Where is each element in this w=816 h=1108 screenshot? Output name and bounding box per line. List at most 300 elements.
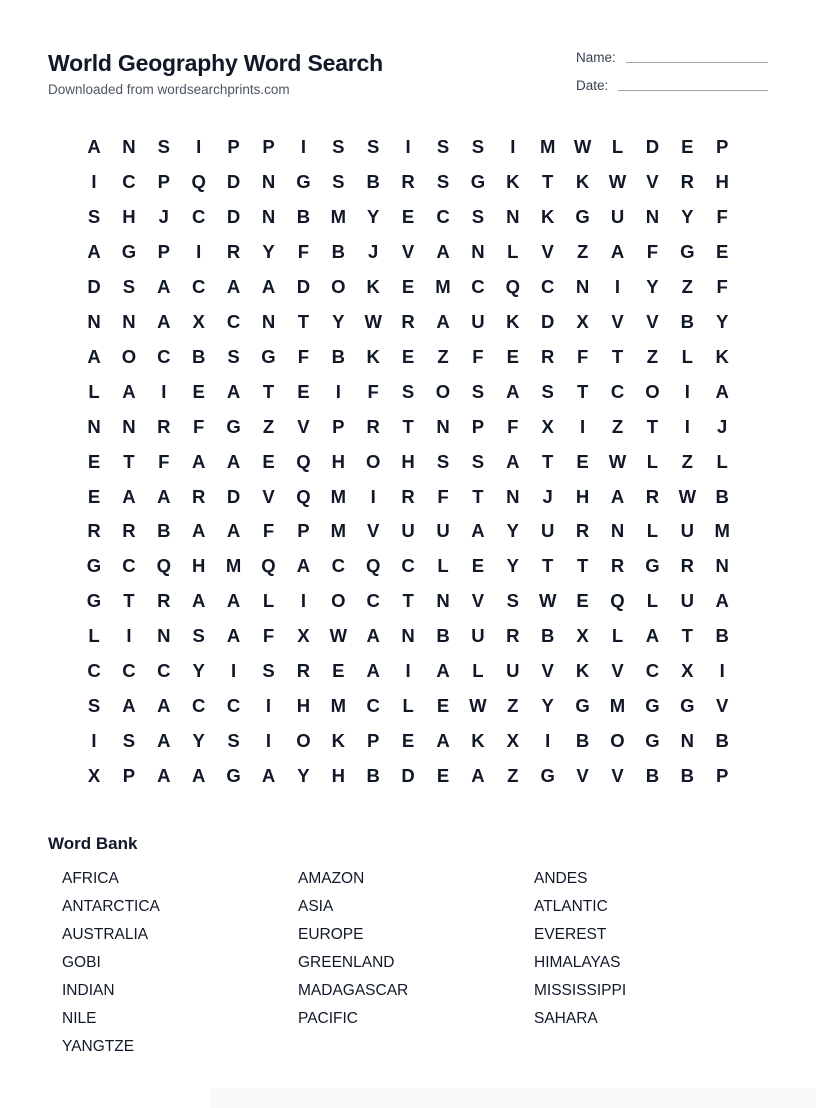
grid-letter: M xyxy=(435,275,451,297)
grid-letter: F xyxy=(193,415,205,437)
grid-letter: R xyxy=(401,170,415,192)
grid-letter: N xyxy=(87,415,101,437)
grid-letter: A xyxy=(157,765,171,787)
grid-letter: A xyxy=(471,520,485,542)
grid-letter: G xyxy=(575,205,590,227)
grid-letter: G xyxy=(645,730,660,752)
grid-letter: Q xyxy=(610,590,625,612)
word-bank-item: ASIA xyxy=(298,898,334,915)
grid-letter: C xyxy=(541,275,555,297)
grid-letter: S xyxy=(332,170,345,192)
grid-letter: V xyxy=(541,240,554,262)
grid-letter: A xyxy=(436,240,450,262)
word-bank-title: Word Bank xyxy=(48,834,138,853)
grid-letter: A xyxy=(436,310,450,332)
grid-letter: D xyxy=(401,765,415,787)
grid-letter: S xyxy=(122,275,136,297)
grid-letter: E xyxy=(332,660,345,682)
grid-letter: T xyxy=(576,555,589,577)
grid-letter: P xyxy=(262,136,275,157)
page-title: World Geography Word Search xyxy=(48,50,383,76)
grid-letter: Z xyxy=(646,345,659,367)
grid-letter: F xyxy=(576,345,589,367)
grid-letter: D xyxy=(87,275,101,297)
grid-letter: E xyxy=(681,136,694,157)
grid-letter: I xyxy=(580,415,586,437)
grid-letter: S xyxy=(367,136,380,157)
grid-letter: I xyxy=(231,660,237,682)
grid-letter: Y xyxy=(367,205,380,227)
grid-letter: I xyxy=(265,730,272,752)
grid-letter: O xyxy=(331,590,346,612)
grid-letter: P xyxy=(367,730,380,752)
grid-letter: Y xyxy=(192,730,205,752)
grid-letter: S xyxy=(471,380,485,402)
word-bank-item: EUROPE xyxy=(298,926,364,943)
grid-letter: T xyxy=(542,450,554,472)
grid-letter: Y xyxy=(332,310,345,332)
grid-letter: I xyxy=(545,730,551,752)
grid-letter: U xyxy=(610,205,625,227)
grid-letter: P xyxy=(471,415,485,437)
date-label: Date: xyxy=(576,78,609,93)
grid-letter: P xyxy=(157,170,170,192)
grid-letter: S xyxy=(401,380,415,402)
grid-letter: W xyxy=(573,136,592,157)
grid-letter: L xyxy=(88,625,100,647)
grid-letter: G xyxy=(121,240,137,262)
grid-letter: T xyxy=(472,485,484,507)
grid-letter: R xyxy=(610,555,625,577)
name-line xyxy=(626,62,768,63)
grid-letter: O xyxy=(610,730,625,752)
grid-letter: G xyxy=(540,765,555,787)
grid-letter: Z xyxy=(576,240,589,262)
grid-letter: E xyxy=(297,380,310,402)
grid-letter: A xyxy=(157,730,171,752)
grid-letter: I xyxy=(405,136,411,157)
word-bank-item: ANTARCTICA xyxy=(62,898,160,915)
word-bank-item: INDIAN xyxy=(62,982,115,999)
grid-letter: V xyxy=(262,485,275,507)
grid-letter: Q xyxy=(365,555,381,577)
grid-letter: B xyxy=(331,240,345,262)
grid-letter: R xyxy=(296,660,311,682)
grid-letter: F xyxy=(716,205,728,227)
grid-letter: K xyxy=(506,310,520,332)
grid-letter: W xyxy=(608,170,627,192)
grid-letter: Y xyxy=(541,695,554,717)
grid-letter: H xyxy=(331,765,345,787)
grid-letter: C xyxy=(122,660,136,682)
grid-letter: A xyxy=(192,450,206,472)
grid-letter: C xyxy=(122,170,136,192)
grid-letter: L xyxy=(402,695,414,717)
grid-letter: W xyxy=(364,310,382,332)
grid-letter: G xyxy=(86,590,102,612)
grid-letter: Y xyxy=(716,310,729,332)
word-bank-item: EVEREST xyxy=(534,926,607,943)
grid-letter: A xyxy=(715,380,729,402)
grid-letter: A xyxy=(226,450,241,472)
grid-letter: V xyxy=(471,590,485,612)
grid-letter: U xyxy=(471,625,485,647)
grid-letter: P xyxy=(227,136,240,157)
grid-letter: E xyxy=(262,450,275,472)
grid-letter: Z xyxy=(681,450,693,472)
grid-letter: C xyxy=(157,345,171,367)
grid-letter: Y xyxy=(506,520,519,542)
grid-letter: C xyxy=(331,555,345,577)
grid-letter: Q xyxy=(505,275,520,297)
grid-letter: Q xyxy=(296,450,311,472)
grid-letter: B xyxy=(296,205,311,227)
grid-letter: C xyxy=(401,555,415,577)
grid-letter: V xyxy=(401,240,415,262)
grid-letter: S xyxy=(471,450,485,472)
grid-letter: L xyxy=(716,450,728,472)
grid-letter: A xyxy=(87,345,101,367)
grid-letter: I xyxy=(196,136,202,157)
grid-letter: Y xyxy=(506,555,519,577)
grid-letter: R xyxy=(575,520,590,542)
grid-letter: T xyxy=(297,310,310,332)
grid-letter: H xyxy=(401,450,415,472)
grid-letter: A xyxy=(192,590,206,612)
grid-letter: A xyxy=(192,520,206,542)
grid-letter: A xyxy=(366,625,380,647)
grid-letter: F xyxy=(507,415,519,437)
grid-letter: D xyxy=(296,275,311,297)
name-label: Name: xyxy=(576,50,616,65)
grid-letter: G xyxy=(86,555,102,577)
grid-letter: T xyxy=(542,555,554,577)
grid-letter: B xyxy=(715,730,729,752)
word-bank-item: MISSISSIPPI xyxy=(534,982,627,999)
grid-letter: M xyxy=(330,695,346,717)
grid-letter: F xyxy=(158,450,170,472)
grid-letter: B xyxy=(436,625,450,647)
grid-letter: W xyxy=(329,625,348,647)
grid-letter: R xyxy=(366,415,380,437)
grid-letter: X xyxy=(541,415,554,437)
grid-letter: S xyxy=(471,205,485,227)
grid-letter: A xyxy=(226,520,241,542)
grid-letter: Y xyxy=(646,275,659,297)
grid-letter: C xyxy=(87,660,101,682)
grid-letter: Z xyxy=(262,415,275,437)
grid-letter: G xyxy=(645,695,660,717)
grid-letter: A xyxy=(87,240,101,262)
grid-letter: A xyxy=(610,240,625,262)
grid-letter: N xyxy=(471,240,485,262)
grid-letter: A xyxy=(122,380,136,402)
grid-letter: L xyxy=(88,380,100,402)
grid-letter: R xyxy=(157,415,171,437)
grid-letter: R xyxy=(541,345,555,367)
grid-letter: E xyxy=(192,380,205,402)
grid-letter: T xyxy=(646,415,659,437)
grid-letter: I xyxy=(614,275,621,297)
grid-letter: A xyxy=(122,695,136,717)
grid-letter: U xyxy=(436,520,450,542)
grid-letter: S xyxy=(87,205,101,227)
grid-letter: B xyxy=(366,170,380,192)
grid-letter: L xyxy=(646,520,659,542)
grid-letter: A xyxy=(610,485,625,507)
grid-letter: I xyxy=(684,415,690,437)
grid-letter: S xyxy=(227,345,240,367)
grid-letter: D xyxy=(226,170,241,192)
grid-letter: Q xyxy=(191,170,206,192)
grid-letter: L xyxy=(262,590,275,612)
grid-letter: E xyxy=(576,450,589,472)
grid-letter: S xyxy=(192,625,205,647)
grid-letter: X xyxy=(576,310,589,332)
word-bank-item: YANGTZE xyxy=(62,1038,135,1055)
grid-letter: T xyxy=(402,590,414,612)
grid-letter: A xyxy=(226,590,241,612)
grid-letter: N xyxy=(122,415,136,437)
grid-letter: Y xyxy=(681,205,694,227)
grid-letter: R xyxy=(226,240,241,262)
grid-letter: C xyxy=(610,380,625,402)
grid-letter: U xyxy=(541,520,555,542)
grid-letter: G xyxy=(261,345,276,367)
grid-letter: I xyxy=(91,730,97,752)
grid-letter: S xyxy=(122,730,136,752)
grid-letter: E xyxy=(436,695,450,717)
grid-letter: L xyxy=(611,625,624,647)
word-bank-item: SAHARA xyxy=(534,1010,598,1027)
grid-letter: X xyxy=(576,625,589,647)
grid-letter: B xyxy=(680,310,694,332)
grid-letter: I xyxy=(684,380,690,402)
grid-letter: C xyxy=(157,660,171,682)
grid-letter: W xyxy=(469,695,487,717)
grid-letter: X xyxy=(506,730,519,752)
grid-letter: X xyxy=(192,310,205,332)
grid-letter: P xyxy=(122,765,136,787)
grid-letter: H xyxy=(192,555,206,577)
grid-letter: B xyxy=(541,625,555,647)
grid-letter: R xyxy=(87,520,101,542)
grid-letter: B xyxy=(331,345,345,367)
grid-letter: A xyxy=(157,275,171,297)
grid-letter: T xyxy=(123,450,135,472)
grid-letter: H xyxy=(715,170,729,192)
word-bank-item: GOBI xyxy=(62,954,101,971)
grid-letter: U xyxy=(680,520,694,542)
grid-letter: K xyxy=(366,275,380,297)
grid-letter: J xyxy=(368,240,379,262)
grid-letter: S xyxy=(436,136,450,157)
grid-letter: I xyxy=(719,660,725,682)
grid-letter: S xyxy=(506,590,519,612)
grid-letter: N xyxy=(261,170,276,192)
grid-letter: N xyxy=(157,625,171,647)
grid-letter: N xyxy=(575,275,590,297)
grid-letter: G xyxy=(470,170,486,192)
grid-letter: N xyxy=(645,205,660,227)
grid-letter: F xyxy=(646,240,659,262)
grid-letter: X xyxy=(297,625,310,647)
grid-letter: M xyxy=(609,695,626,717)
grid-letter: F xyxy=(262,520,275,542)
grid-letter: I xyxy=(265,695,272,717)
grid-letter: H xyxy=(122,205,136,227)
grid-letter: K xyxy=(331,730,345,752)
grid-letter: L xyxy=(646,450,659,472)
grid-letter: T xyxy=(123,590,135,612)
grid-letter: P xyxy=(157,240,170,262)
grid-letter: R xyxy=(506,625,520,647)
grid-letter: S xyxy=(227,730,240,752)
grid-letter: X xyxy=(681,660,694,682)
grid-letter: A xyxy=(122,485,136,507)
grid-letter: Z xyxy=(507,695,519,717)
grid-letter: W xyxy=(538,590,557,612)
grid-letter: G xyxy=(680,695,695,717)
grid-letter: T xyxy=(542,170,554,192)
grid-letter: Z xyxy=(507,765,519,787)
grid-letter: C xyxy=(645,660,660,682)
grid-letter: K xyxy=(366,345,380,367)
grid-letter: D xyxy=(226,205,241,227)
grid-letter: K xyxy=(541,205,555,227)
grid-letter: I xyxy=(196,240,202,262)
grid-letter: N xyxy=(610,520,625,542)
grid-letter: B xyxy=(157,520,171,542)
grid-letter: P xyxy=(716,765,729,787)
grid-letter: N xyxy=(87,310,101,332)
source-subtitle: Downloaded from wordsearchprints.com xyxy=(48,82,290,97)
grid-letter: C xyxy=(366,590,380,612)
grid-letter: L xyxy=(437,555,449,577)
grid-letter: A xyxy=(226,275,241,297)
grid-letter: D xyxy=(541,310,555,332)
grid-letter: W xyxy=(678,485,697,507)
word-bank-item: AMAZON xyxy=(298,870,365,887)
grid-letter: V xyxy=(716,695,729,717)
date-line xyxy=(618,90,768,91)
grid-letter: H xyxy=(331,450,345,472)
grid-letter: R xyxy=(645,485,660,507)
grid-letter: S xyxy=(436,450,450,472)
grid-letter: L xyxy=(646,590,659,612)
grid-letter: F xyxy=(716,275,728,297)
grid-letter: C xyxy=(226,310,241,332)
grid-letter: R xyxy=(680,555,694,577)
grid-letter: A xyxy=(471,765,485,787)
grid-letter: A xyxy=(261,765,276,787)
grid-letter: Q xyxy=(156,555,171,577)
grid-letter: C xyxy=(226,695,241,717)
grid-letter: T xyxy=(262,380,275,402)
grid-letter: N xyxy=(506,485,520,507)
grid-letter: O xyxy=(296,730,311,752)
grid-letter: G xyxy=(226,415,241,437)
grid-letter: N xyxy=(401,625,415,647)
grid-letter: A xyxy=(436,660,450,682)
grid-letter: P xyxy=(297,520,310,542)
grid-letter: S xyxy=(262,660,275,682)
grid-letter: V xyxy=(611,310,624,332)
grid-letter: E xyxy=(716,240,729,262)
grid-letter: C xyxy=(192,275,206,297)
grid-letter: A xyxy=(192,765,206,787)
grid-letter: I xyxy=(300,590,306,612)
grid-letter: M xyxy=(330,485,346,507)
word-bank-item: ANDES xyxy=(534,870,588,887)
grid-letter: W xyxy=(608,450,627,472)
grid-letter: S xyxy=(436,170,450,192)
grid-letter: K xyxy=(506,170,520,192)
grid-letter: R xyxy=(680,170,694,192)
grid-letter: Q xyxy=(261,555,276,577)
grid-letter: Z xyxy=(611,415,624,437)
grid-letter: L xyxy=(681,345,693,367)
grid-letter: S xyxy=(157,136,170,157)
grid-letter: F xyxy=(367,380,379,402)
grid-letter: K xyxy=(471,730,485,752)
grid-letter: A xyxy=(366,660,380,682)
grid-letter: C xyxy=(122,555,136,577)
grid-letter: A xyxy=(715,590,729,612)
grid-letter: Y xyxy=(297,765,310,787)
grid-letter: Y xyxy=(192,660,205,682)
word-bank-item: GREENLAND xyxy=(298,954,395,971)
grid-letter: T xyxy=(611,345,624,367)
word-bank-item: AFRICA xyxy=(62,870,119,887)
grid-letter: J xyxy=(158,205,169,227)
grid-letter: R xyxy=(401,485,415,507)
grid-letter: T xyxy=(402,415,414,437)
grid-letter: G xyxy=(296,170,311,192)
grid-letter: C xyxy=(366,695,380,717)
word-bank-item: HIMALAYAS xyxy=(534,954,621,971)
grid-letter: M xyxy=(714,520,730,542)
grid-letter: K xyxy=(575,170,590,192)
word-bank-item: AUSTRALIA xyxy=(62,926,149,943)
grid-letter: C xyxy=(192,205,206,227)
grid-letter: E xyxy=(471,555,485,577)
grid-letter: E xyxy=(436,765,450,787)
grid-letter: F xyxy=(297,240,310,262)
word-bank-item: NILE xyxy=(62,1010,97,1027)
grid-letter: A xyxy=(436,730,450,752)
word-bank-item: ATLANTIC xyxy=(534,898,608,915)
grid-letter: O xyxy=(435,380,451,402)
grid-letter: U xyxy=(471,310,485,332)
grid-letter: A xyxy=(157,485,171,507)
grid-letter: A xyxy=(157,695,171,717)
grid-letter: M xyxy=(539,136,556,157)
grid-letter: N xyxy=(715,555,729,577)
grid-letter: N xyxy=(506,205,520,227)
grid-letter: N xyxy=(261,205,276,227)
grid-letter: J xyxy=(542,485,553,507)
grid-letter: V xyxy=(541,660,554,682)
grid-letter: A xyxy=(296,555,311,577)
grid-letter: Z xyxy=(437,345,449,367)
grid-letter: B xyxy=(645,765,660,787)
grid-letter: N xyxy=(436,415,450,437)
grid-letter: X xyxy=(87,765,101,787)
grid-letter: R xyxy=(122,520,136,542)
grid-letter: H xyxy=(575,485,590,507)
grid-letter: T xyxy=(681,625,693,647)
